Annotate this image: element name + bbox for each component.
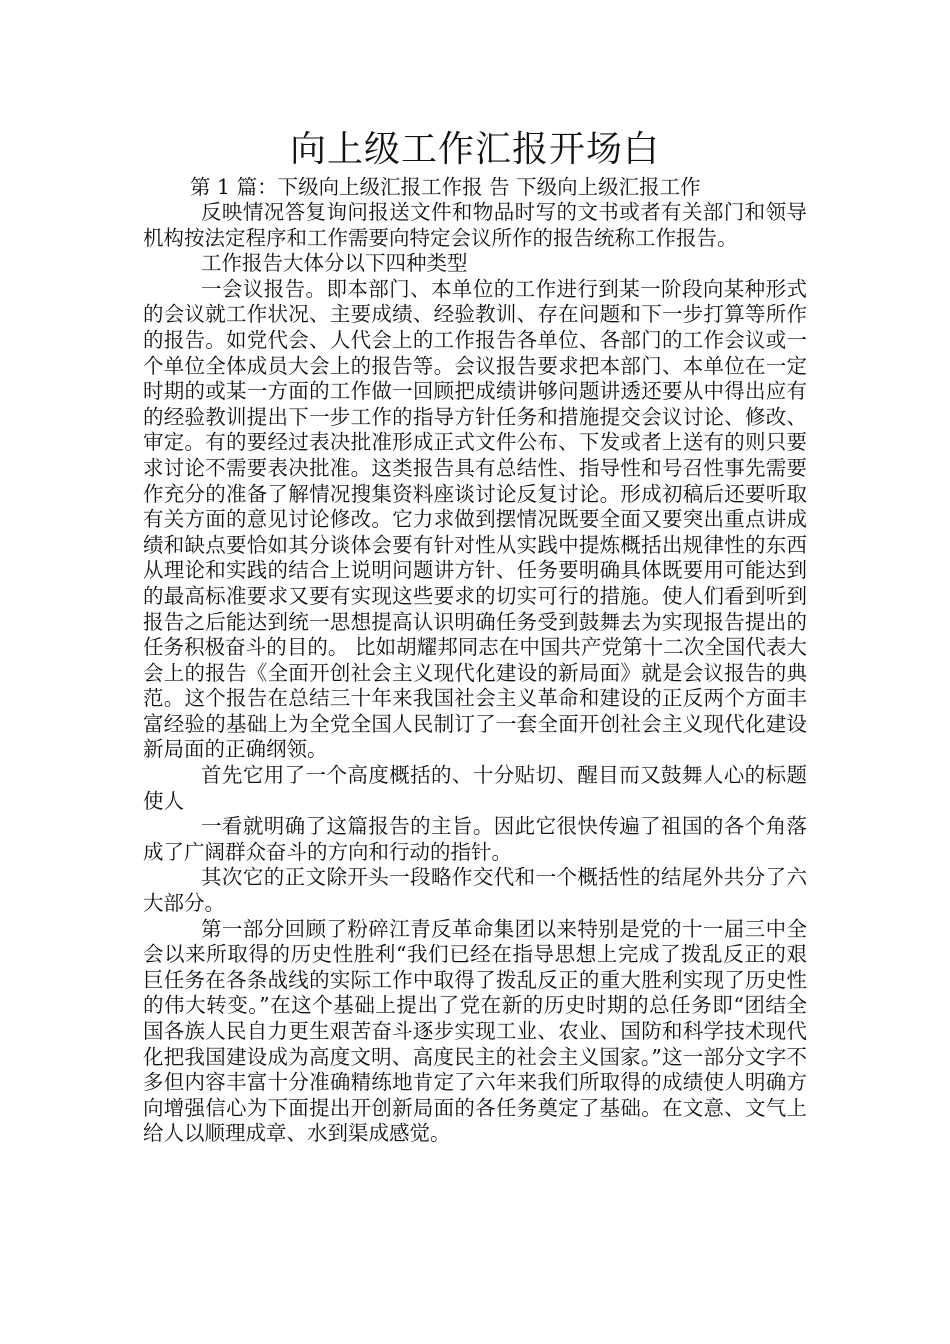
paragraph: 第一部分回顾了粉碎江青反革命集团以来特别是党的十一届三中全会以来所取得的历史性胜利“我们已经在指导思想上完成了拨乱反正的艰巨任务在各条战线的实际工作中取得了拨乱反正的重大胜利实现了历史性的伟大转变。”在这个基础上提出了党在新的历史时期的总任务即“团结全国各族人民自力更生艰苦奋斗逐步实现工业、农业、国防和科学技术现代化把我国建设成为高度文明、高度民主的社会主义国家。”这一部分文字不多但内容丰富十分准确精练地肯定了六年来我们所取得的成绩使人明确方向增强信心为下面提出开创新局面的各任务奠定了基础。在文意、文气上给人以顺理成章、水到渠成感觉。 — [143, 916, 807, 1146]
document-subtitle: 第 1 篇：下级向上级汇报工作报 告 下级向上级汇报工作 — [190, 175, 701, 199]
paragraph: 一看就明确了这篇报告的主旨。因此它很快传遍了祖国的各个角落成了广阔群众奋斗的方向和行动的指针。 — [143, 814, 807, 864]
document-body — [143, 200, 807, 1147]
paragraph: 反映情况答复询问报送文件和物品时写的文书或者有关部门和领导机构按法定程序和工作需要向特定会议所作的报告统称工作报告。 — [143, 200, 807, 250]
document-title: 向上级工作汇报开场白 — [289, 129, 660, 170]
paragraph: 一会议报告。即本部门、本单位的工作进行到某一阶段向某种形式的会议就工作状况、主要成绩、经验教训、存在问题和下一步打算等所作的报告。如党代会、人代会上的工作报告各单位、各部门的工作会议或一个单位全体成员大会上的报告等。会议报告要求把本部门、本单位在一定时期的或某一方面的工作做一回顾把成绩讲够问题讲透还要从中得出应有的经验教训提出下一步工作的指导方针任务和措施提交会议讨论、修改、审定。有的要经过表决批准形成正式文件公布、下发或者上送有的则只要求讨论不需要表决批准。这类报告具有总结性、指导性和号召性事先需要作充分的准备了解情况搜集资料座谈讨论反复讨论。形成初稿后还要听取有关方面的意见讨论修改。它力求做到摆情况既要全面又要突出重点讲成绩和缺点要恰如其分谈体会要有针对性从实践中提炼概括出规律性的东西从理论和实践的结合上说明问题讲方针、任务要明确具体既要用可能达到的最高标准要求又要有实现这些要求的切实可行的措施。使人们看到听到报告之后能达到统一思想提高认识明确任务受到鼓舞去为实现报告提出的任务积极奋斗的目的。 比如胡耀邦同志在中国共产党第十二次全国代表大会上的报告《全面开创社会主义现代化建设的新局面》就是会议报告的典范。这个报告在总结三十年来我国社会主义革命和建设的正反两个方面丰富经验的基础上为全党全国人民制订了一套全面开创社会主义现代化建设新局面的正确纲领。 — [143, 276, 807, 762]
paragraph: 首先它用了一个高度概括的、十分贴切、醒目而又鼓舞人心的标题使人 — [143, 763, 807, 813]
paragraph: 其次它的正文除开头一段略作交代和一个概括性的结尾外共分了六大部分。 — [143, 865, 807, 916]
paragraph: 工作报告大体分以下四种类型 — [201, 251, 468, 276]
